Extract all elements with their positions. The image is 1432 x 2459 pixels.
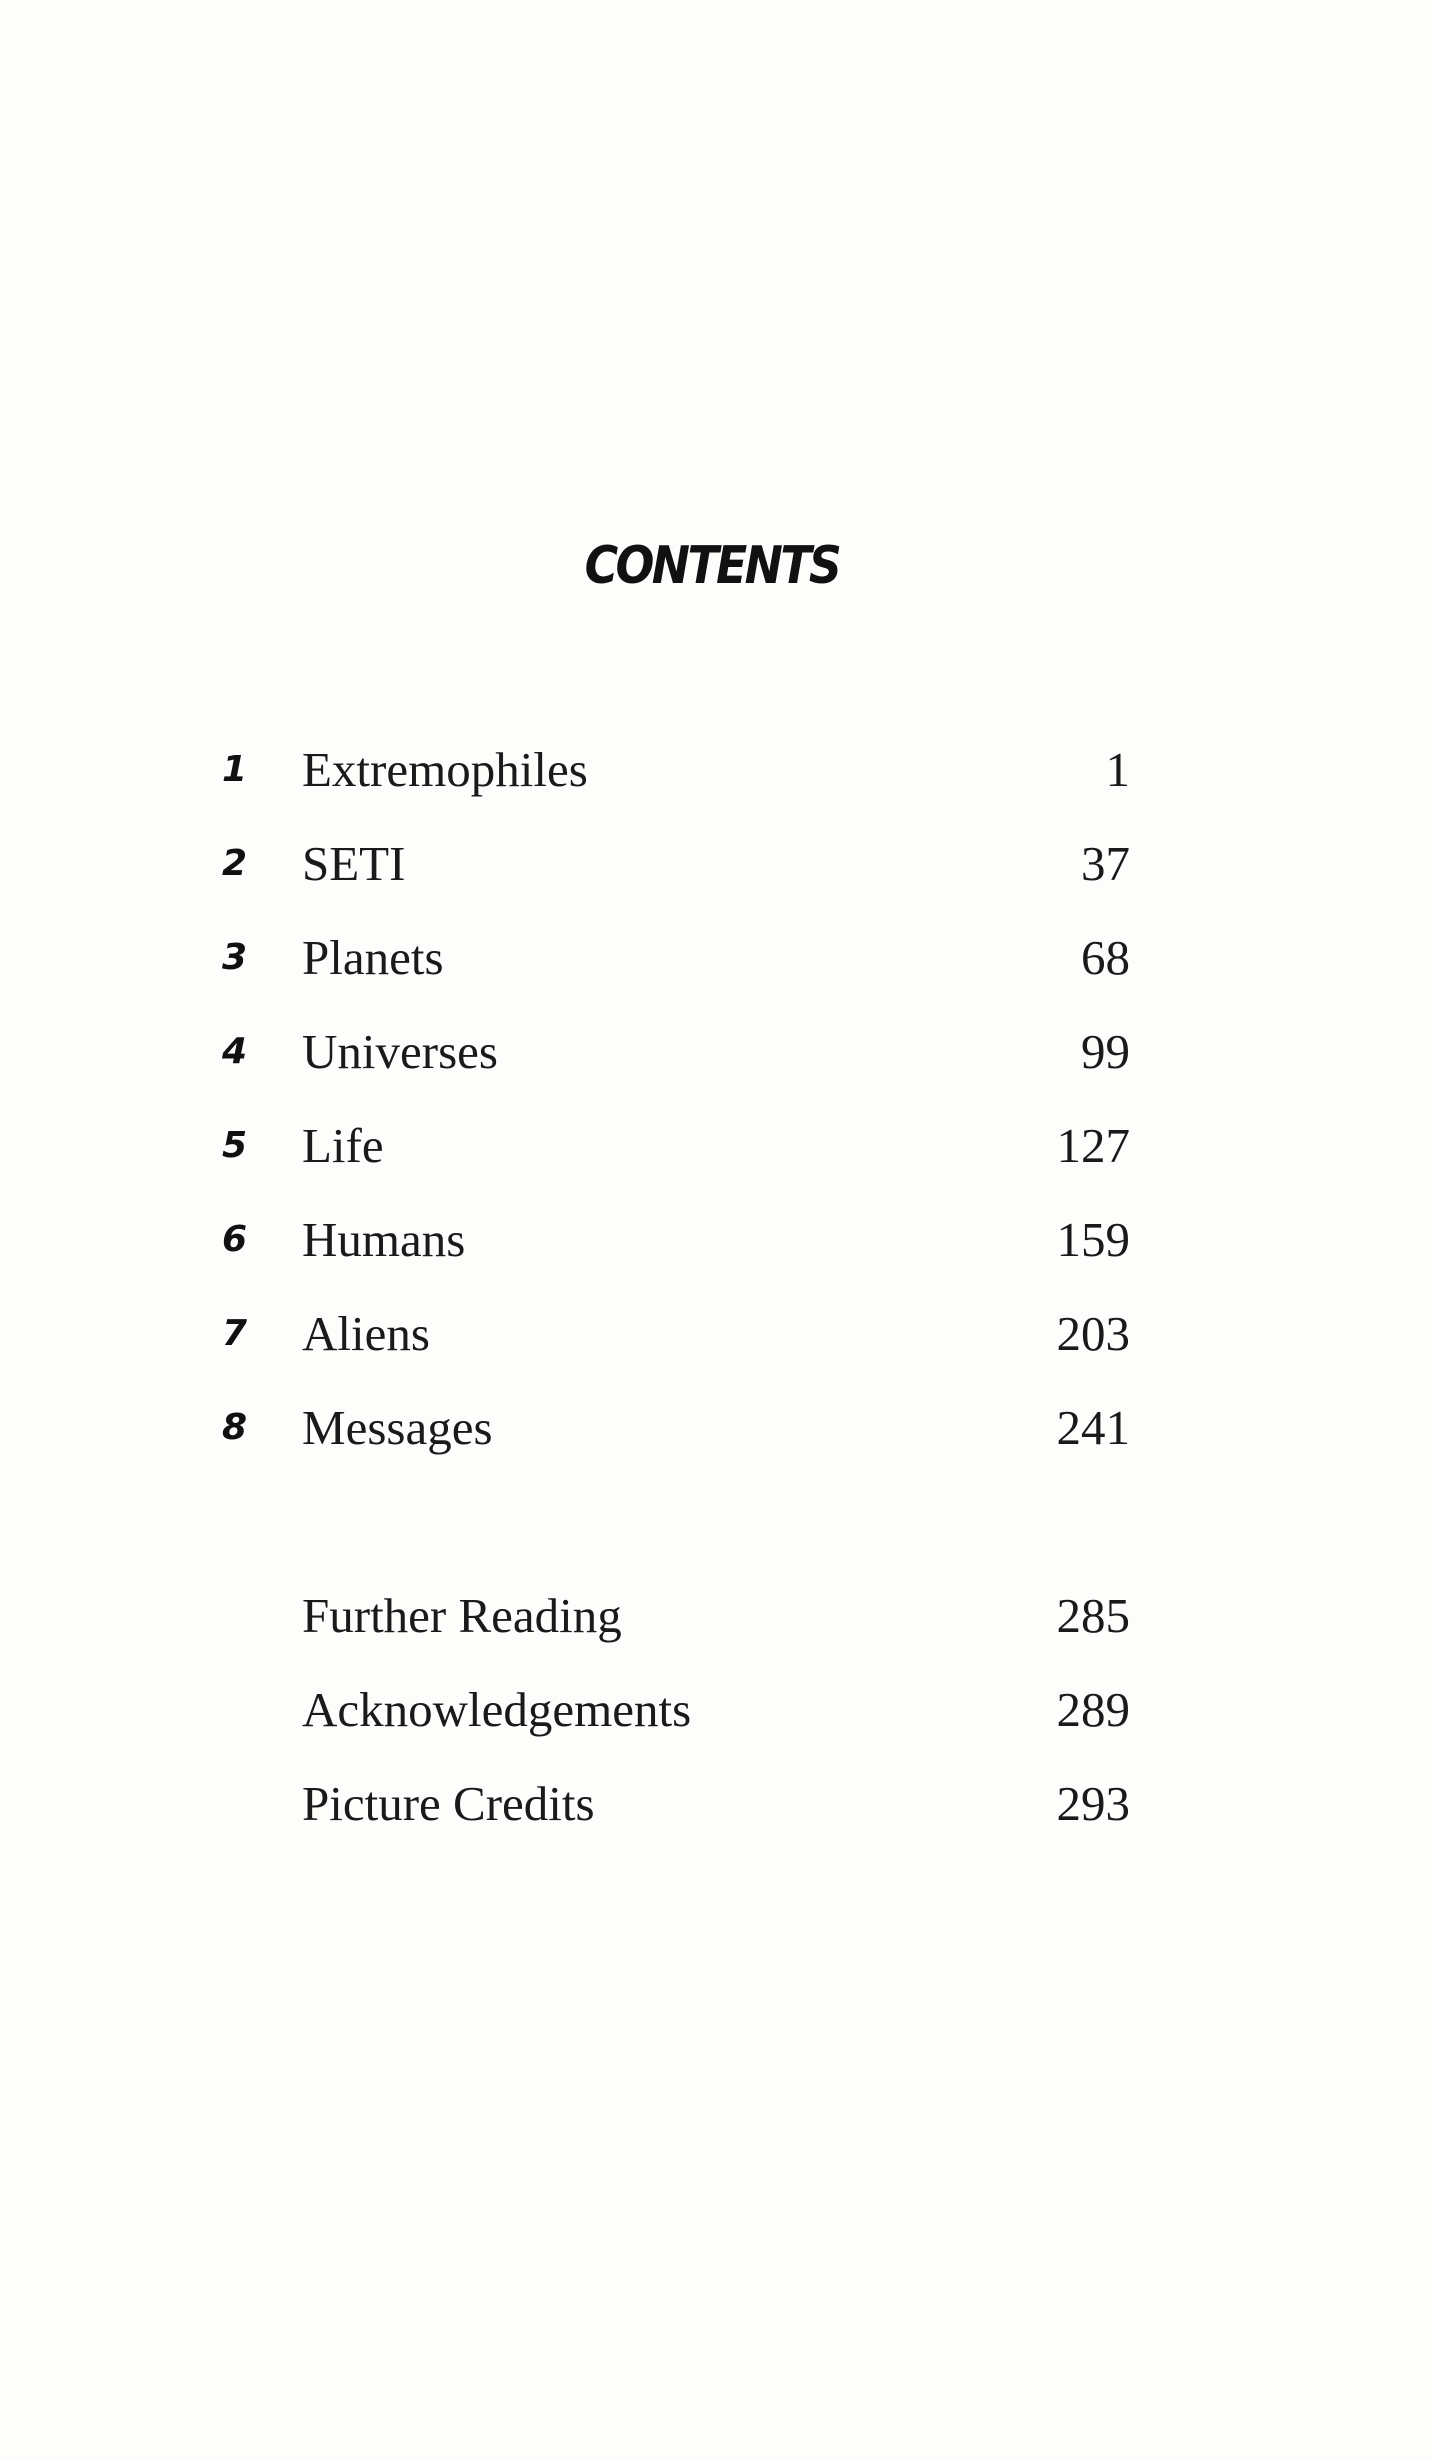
back-matter-title: Further Reading (302, 1588, 622, 1643)
chapter-number: 7 (222, 1313, 248, 1354)
chapter-number: 8 (222, 1407, 248, 1448)
page-number: 285 (1056, 1588, 1130, 1643)
chapter-title: Messages (302, 1400, 493, 1455)
chapter-title: Extremophiles (302, 742, 588, 797)
chapter-title: Universes (302, 1024, 498, 1079)
page-number: 293 (1056, 1776, 1130, 1831)
toc-entry-acknowledgements[interactable] (0, 1675, 1432, 1745)
chapter-title: Planets (302, 930, 444, 985)
chapter-number: 6 (222, 1219, 248, 1260)
toc-entry-chapter-2[interactable] (0, 829, 1432, 899)
chapter-title: SETI (302, 836, 406, 891)
chapter-title: Life (302, 1118, 384, 1173)
toc-entry-chapter-8[interactable] (0, 1393, 1432, 1463)
chapter-title: Humans (302, 1212, 466, 1267)
chapter-number: 2 (222, 843, 248, 884)
page-number: 37 (1081, 836, 1130, 891)
chapter-number: 3 (222, 937, 248, 978)
page-number: 127 (1056, 1118, 1130, 1173)
toc-entry-chapter-4[interactable] (0, 1017, 1432, 1087)
toc-entry-chapter-1[interactable] (0, 735, 1432, 805)
page-number: 1 (1105, 742, 1130, 797)
page-number: 68 (1081, 930, 1130, 985)
toc-entry-further-reading[interactable] (0, 1581, 1432, 1651)
page-number: 289 (1056, 1682, 1130, 1737)
toc-entry-chapter-5[interactable] (0, 1111, 1432, 1181)
back-matter-title: Picture Credits (302, 1776, 595, 1831)
page-number: 241 (1056, 1400, 1130, 1455)
toc-entry-chapter-3[interactable] (0, 923, 1432, 993)
chapter-number: 4 (222, 1031, 248, 1072)
contents-heading: CONTENTS (584, 536, 840, 596)
toc-entry-chapter-7[interactable] (0, 1299, 1432, 1369)
back-matter-title: Acknowledgements (302, 1682, 692, 1737)
page-number: 159 (1056, 1212, 1130, 1267)
page-number: 203 (1056, 1306, 1130, 1361)
chapter-title: Aliens (302, 1306, 430, 1361)
toc-entry-chapter-6[interactable] (0, 1205, 1432, 1275)
page-number: 99 (1081, 1024, 1130, 1079)
chapter-number: 5 (222, 1125, 248, 1166)
toc-entry-picture-credits[interactable] (0, 1769, 1432, 1839)
chapter-number: 1 (222, 749, 248, 790)
